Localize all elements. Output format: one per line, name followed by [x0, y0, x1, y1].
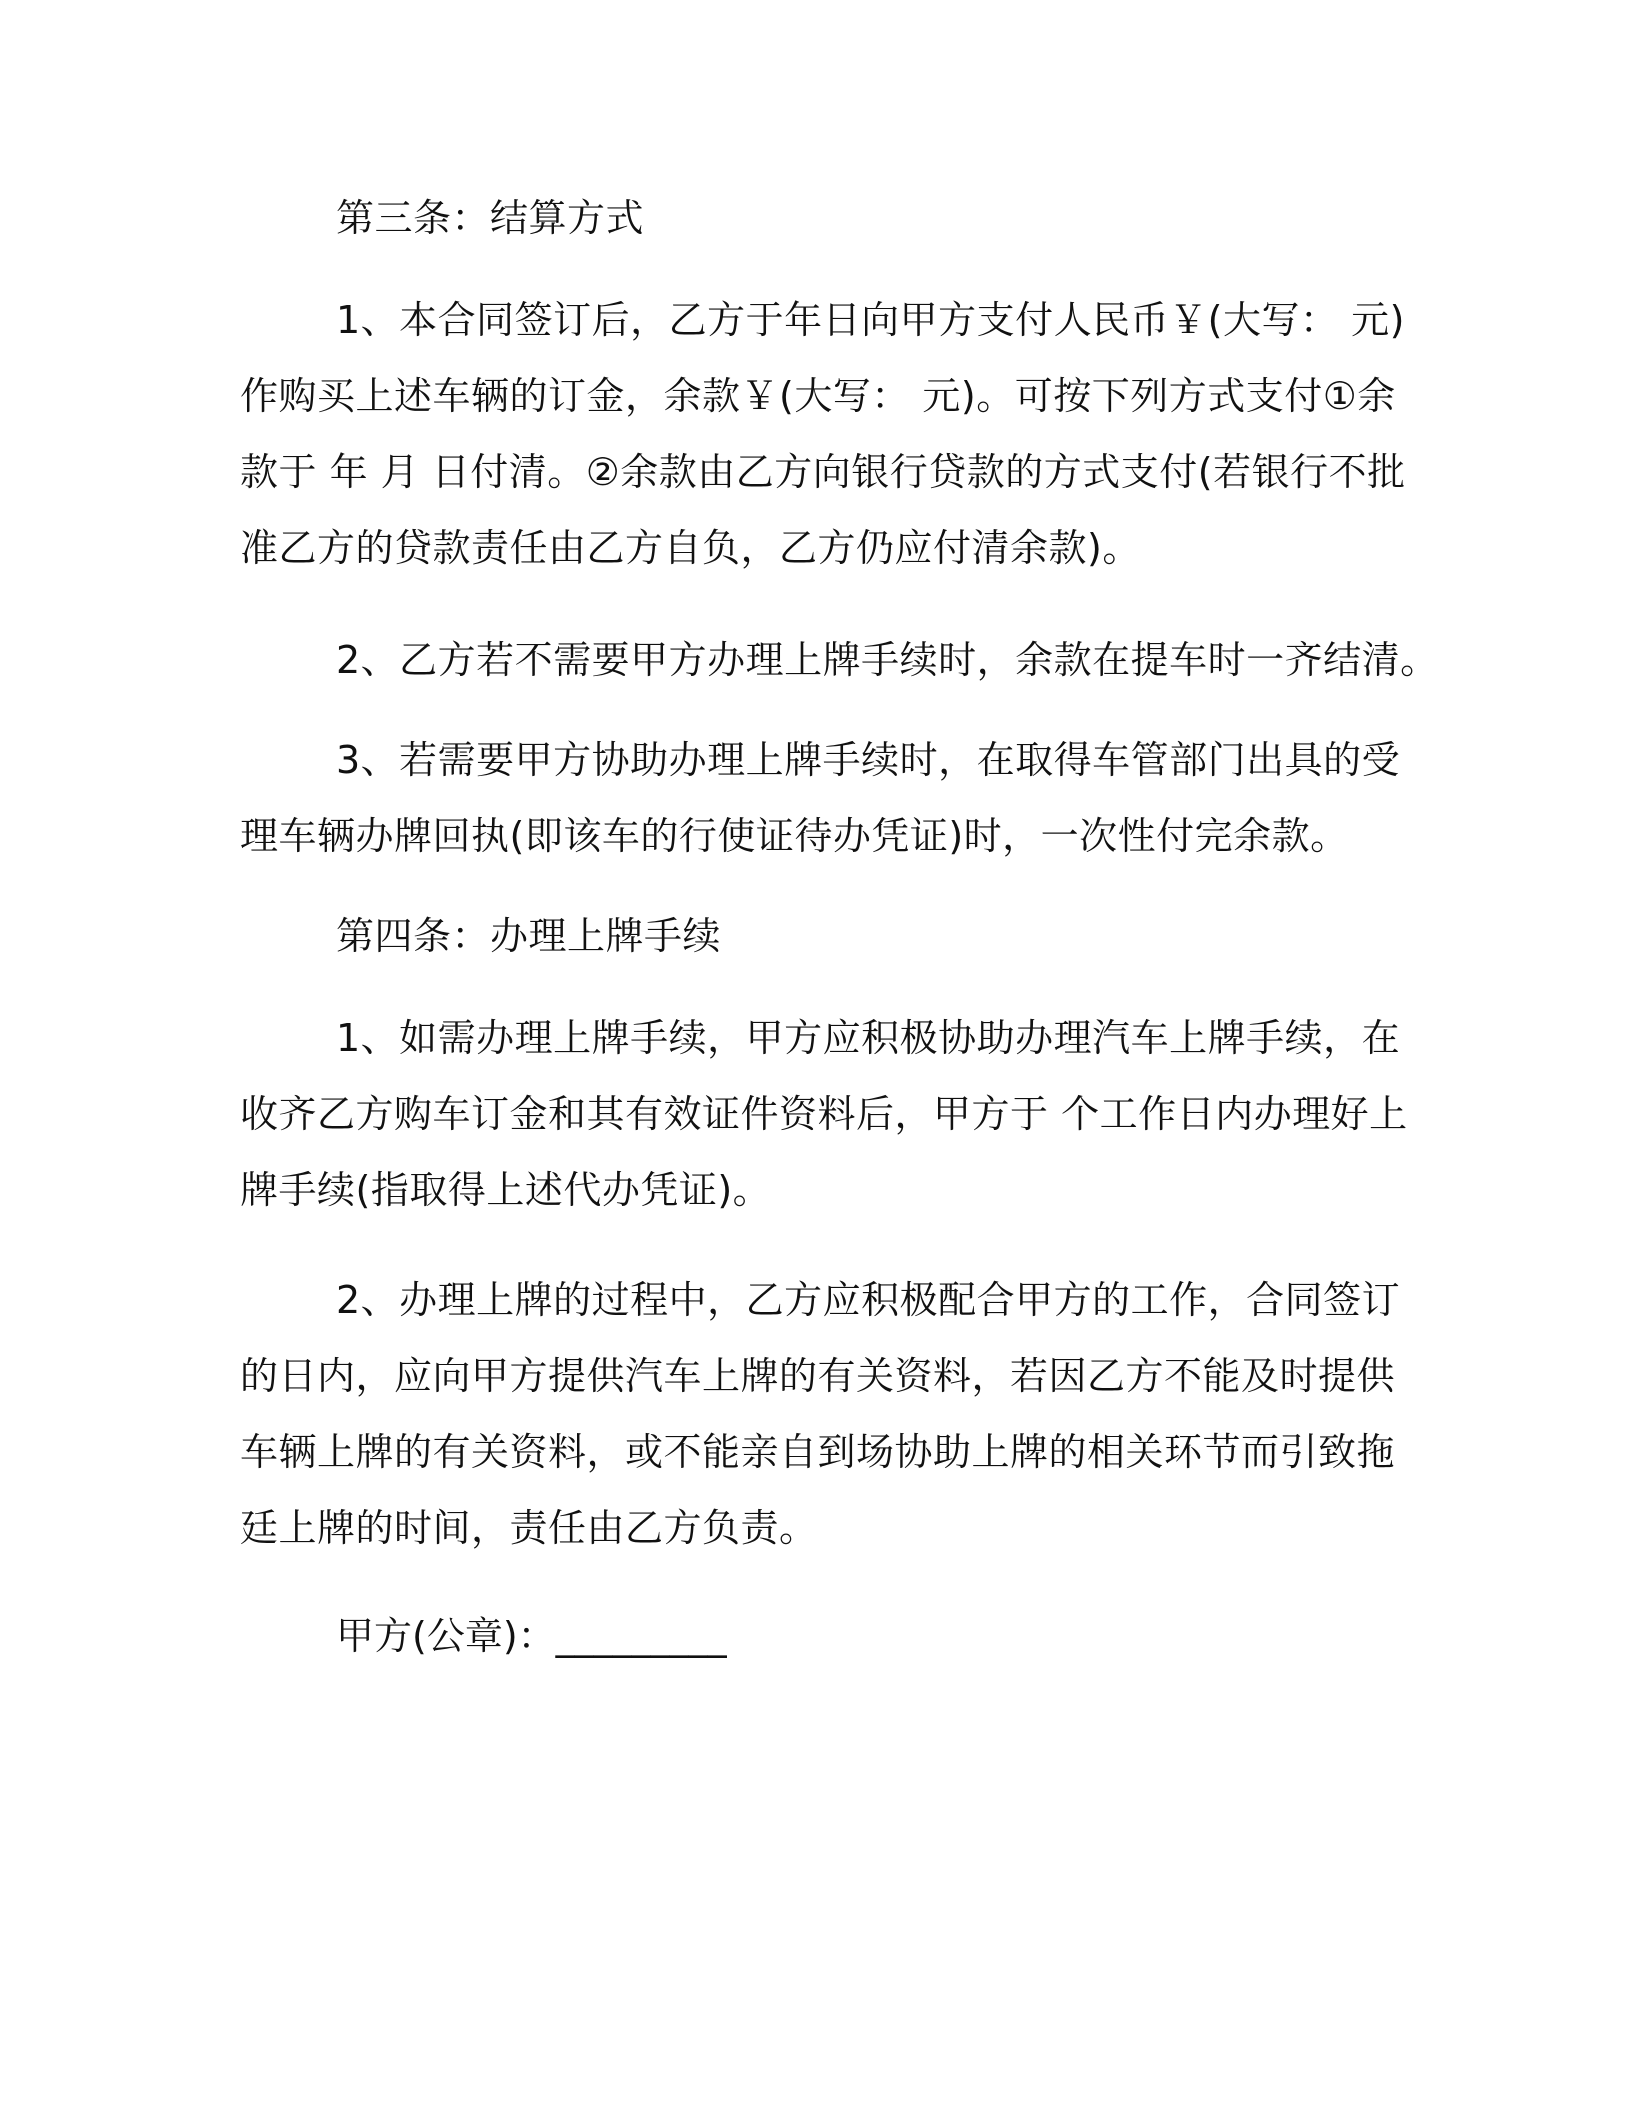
paragraph-line: 理车辆办牌回执(即该车的行使证待办凭证)时，一次性付完余款。 — [240, 814, 1349, 858]
paragraph-line: 廷上牌的时间，责任由乙方负责。 — [240, 1506, 818, 1550]
paragraph-line: 2、办理上牌的过程中，乙方应积极配合甲方的工作，合同签订 — [336, 1278, 1401, 1322]
paragraph-line: 1、本合同签订后，乙方于年日向甲方支付人民币￥(大写： 元) — [336, 298, 1405, 342]
paragraph-line: 作购买上述车辆的订金，余款￥(大写： 元)。可按下列方式支付①余 — [240, 374, 1396, 418]
article-3-paragraph-3 — [240, 722, 1401, 874]
article-3-paragraph-1 — [240, 282, 1406, 586]
article-3-heading: 第三条：结算方式 — [336, 196, 645, 240]
article-4-heading: 第四条：办理上牌手续 — [336, 914, 722, 958]
party-a-signature-line: 甲方(公章)：_________ — [336, 1614, 727, 1658]
paragraph-line: 款于 年 月 日付清。②余款由乙方向银行贷款的方式支付(若银行不批 — [240, 450, 1406, 494]
paragraph-line: 1、如需办理上牌手续，甲方应积极协助办理汽车上牌手续，在 — [336, 1016, 1401, 1060]
article-3-paragraph-2 — [240, 622, 1439, 698]
article-4-paragraph-2 — [240, 1262, 1401, 1566]
paragraph-line: 车辆上牌的有关资料，或不能亲自到场协助上牌的相关环节而引致拖 — [240, 1430, 1396, 1474]
paragraph-line: 3、若需要甲方协助办理上牌手续时，在取得车管部门出具的受 — [336, 738, 1401, 782]
paragraph-line: 准乙方的贷款责任由乙方自负，乙方仍应付清余款)。 — [240, 526, 1141, 570]
paragraph-line: 牌手续(指取得上述代办凭证)。 — [240, 1168, 772, 1212]
paragraph-line: 的日内，应向甲方提供汽车上牌的有关资料，若因乙方不能及时提供 — [240, 1354, 1396, 1398]
paragraph-line: 收齐乙方购车订金和其有效证件资料后，甲方于 个工作日内办理好上 — [240, 1092, 1408, 1136]
paragraph-line: 2、乙方若不需要甲方办理上牌手续时，余款在提车时一齐结清。 — [336, 638, 1439, 682]
article-4-paragraph-1 — [240, 1000, 1408, 1228]
